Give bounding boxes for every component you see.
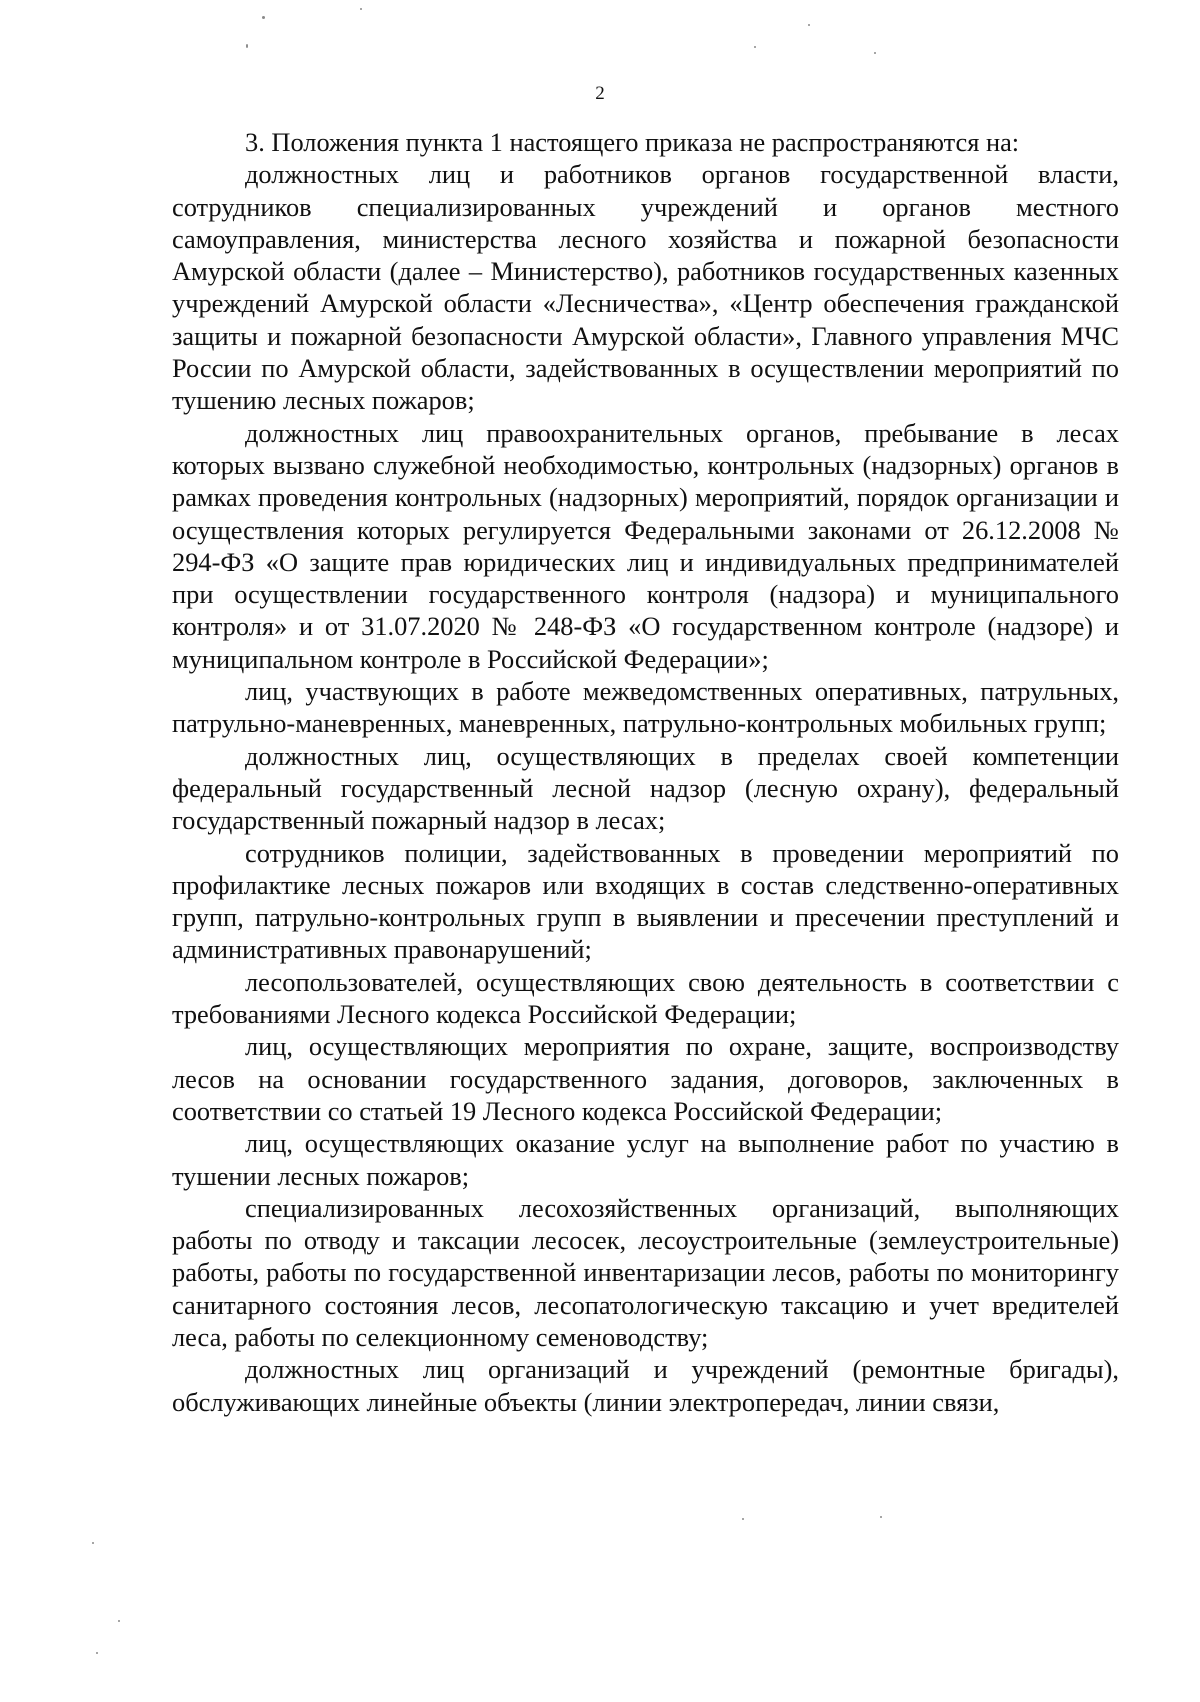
scan-speck <box>360 8 362 10</box>
paragraph-law-enforcement: должностных лиц правоохранительных органов, пребывание в лесах которых вызвано служебной необходимостью, контрольных (надзорных) органов в рамках проведения контрольных (надзорных) мероприятий, порядок организации и осуществления которых регулируется Федеральными законами от 26.12.2008 № 294-ФЗ «О защите прав юридических лиц и индивидуальных предпринимателей при осуществлении государственного контроля (надзора) и муниципального контроля» и от 31.07.2020 № 248-ФЗ «О государственном контроле (надзоре) и муниципальном контроле в Российской Федерации»; <box>172 417 1119 674</box>
scan-speck <box>246 44 248 48</box>
scan-speck <box>118 1620 120 1622</box>
paragraph-forest-protection: лиц, осуществляющих мероприятия по охране, защите, воспроизводству лесов на основании государственного задания, договоров, заключенных в соответствии со статьей 19 Лесного кодекса Российской Федерации; <box>172 1031 1119 1126</box>
scan-speck <box>262 16 265 19</box>
scan-speck <box>92 1542 94 1544</box>
paragraph-specialized-organizations: специализированных лесохозяйственных организаций, выполняющих работы по отводу и таксации лесосек, лесоустроительные (землеустроительные) работы, работы по государственной инвентаризации лесов, работы по мониторингу санитарного состояния лесов, лесопатологическую таксацию и учет вредителей леса, работы по селекционному семеноводству; <box>172 1192 1119 1352</box>
page-number: 2 <box>595 83 605 104</box>
scan-speck <box>874 52 876 54</box>
paragraph-forest-users: лесопользователей, осуществляющих свою деятельность в соответствии с требованиями Лесного кодекса Российской Федерации; <box>172 966 1119 1030</box>
paragraph-repair-crews: должностных лиц организаций и учреждений (ремонтные бригады), обслуживающих линейные объекты (линии электропередач, линии связи, <box>172 1354 1119 1417</box>
paragraph-item-3: 3. Положения пункта 1 настоящего приказа не распространяются на: <box>245 127 1020 157</box>
scan-speck <box>808 24 810 26</box>
scan-speck <box>96 1652 98 1654</box>
scan-speck <box>754 46 756 48</box>
paragraph-firefighting-services: лиц, осуществляющих оказание услуг на выполнение работ по участию в тушении лесных пожаров; <box>172 1128 1119 1191</box>
paragraph-police: сотрудников полиции, задействованных в проведении мероприятий по профилактике лесных пожаров или входящих в состав следственно-оперативных групп, патрульно-контрольных групп в выявлении и пресечении преступлений и административных правонарушений; <box>172 837 1119 965</box>
document-body <box>172 126 1119 1418</box>
scan-speck <box>742 1518 744 1520</box>
paragraph-mobile-groups: лиц, участвующих в работе межведомственных оперативных, патрульных, патрульно-маневренных, маневренных, патрульно-контрольных мобильных групп; <box>172 676 1119 739</box>
paragraph-government-officials: должностных лиц и работников органов государственной власти, сотрудников специализированных учреждений и органов местного самоуправления, министерства лесного хозяйства и пожарной безопасности Амурской области (далее – Министерство), работников государственных казенных учреждений Амурской области «Лесничества», «Центр обеспечения гражданской защиты и пожарной безопасности Амурской области», Главного управления МЧС России по Амурской области, задействованных в осуществлении мероприятий по тушению лесных пожаров; <box>172 159 1119 416</box>
scan-speck <box>880 1516 882 1518</box>
paragraph-forest-supervision: должностных лиц, осуществляющих в пределах своей компетенции федеральный государственный лесной надзор (лесную охрану), федеральный государственный пожарный надзор в лесах; <box>172 740 1119 836</box>
